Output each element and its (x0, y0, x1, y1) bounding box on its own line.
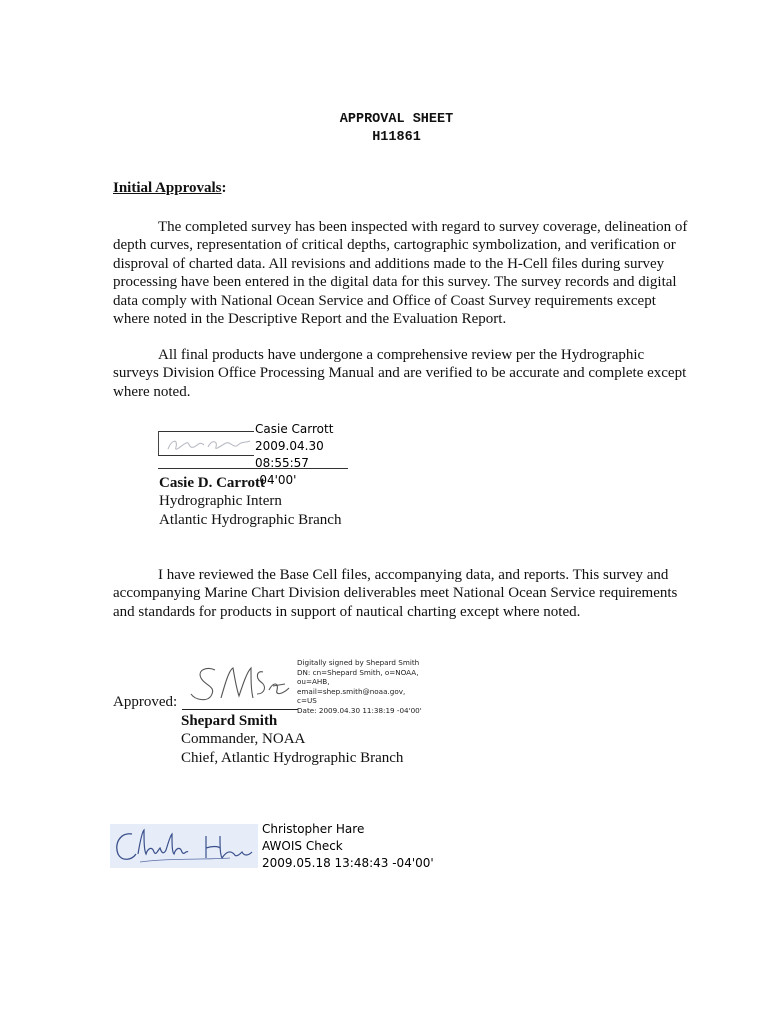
approved-label: Approved: (113, 694, 178, 710)
survey-id: H11861 (372, 130, 421, 145)
signature-line (158, 431, 254, 432)
signature-timestamp: 2009.05.18 13:48:43 -04'00' (262, 856, 434, 870)
signer-name: Casie D. Carrott (159, 475, 265, 491)
signer-branch: Atlantic Hydrographic Branch (159, 511, 342, 528)
paragraph-final-products-text: All final products have undergone a comprehensive review per the Hydrographic surveys Division Office Processing Manual and are verified to be accurate and complete except where noted. (113, 347, 687, 400)
paragraph-review-text: I have reviewed the Base Cell files, accompanying data, and reports. This survey and accompanying Marine Chart Division deliverables meet National Ocean Service requirements and standards for products in support of nautical charting except where noted. (113, 567, 678, 620)
paragraph-inspection-text: The completed survey has been inspected with regard to survey coverage, delineation of depth curves, representation of critical depths, cartographic symbolization, and verification or disproval of charted data. All revisions and additions made to the H-Cell files during survey processing have been entered in the digital data for this survey. The survey records and digital data comply with National Ocean Service and Office of Coast Survey requirements except where noted in the Descriptive Report and the Evaluation Report. (113, 219, 688, 328)
digital-signature-line: email=shep.smith@noaa.gov, c=US (297, 686, 406, 706)
signature-line (158, 455, 254, 456)
handwritten-signature-smith (185, 660, 293, 704)
paragraph-final-products (113, 346, 693, 401)
paragraph-review (113, 566, 693, 621)
signature-tick (158, 431, 159, 455)
digital-signature-date: 2009.04.30 (255, 439, 324, 453)
handwritten-signature-carrott (164, 433, 254, 455)
digital-signature-hare (262, 821, 434, 872)
digital-signature-line: Date: 2009.04.30 11:38:19 -04'00' (297, 705, 422, 715)
approval-signature-line (182, 709, 298, 710)
signer-title: Chief, Atlantic Hydrographic Branch (181, 749, 404, 766)
signer-role: Hydrographic Intern (159, 493, 282, 510)
signer-role: AWOIS Check (262, 839, 343, 853)
heading-colon: : (221, 180, 227, 196)
digital-signer-name: Casie Carrott (255, 422, 334, 436)
digital-signature-line: Digitally signed by Shepard Smith (297, 658, 420, 667)
digital-signature-time: 08:55:57 -04'00' (255, 456, 309, 487)
signer-rank: Commander, NOAA (181, 731, 306, 748)
signer-name: Christopher Hare (262, 822, 365, 836)
paragraph-inspection (113, 218, 693, 328)
digital-signature-line: DN: cn=Shepard Smith, o=NOAA, (297, 667, 419, 677)
section-heading (113, 180, 227, 197)
signer-carrott (159, 474, 341, 529)
digital-signature-smith (297, 658, 427, 716)
initial-approvals-heading: Initial Approvals (113, 180, 222, 196)
signer-name: Shepard Smith (181, 713, 278, 729)
handwritten-signature-hare (110, 824, 258, 868)
signer-smith (181, 712, 403, 767)
document-title: APPROVAL SHEET (339, 112, 454, 127)
digital-signature-line: ou=AHB, (297, 677, 330, 687)
